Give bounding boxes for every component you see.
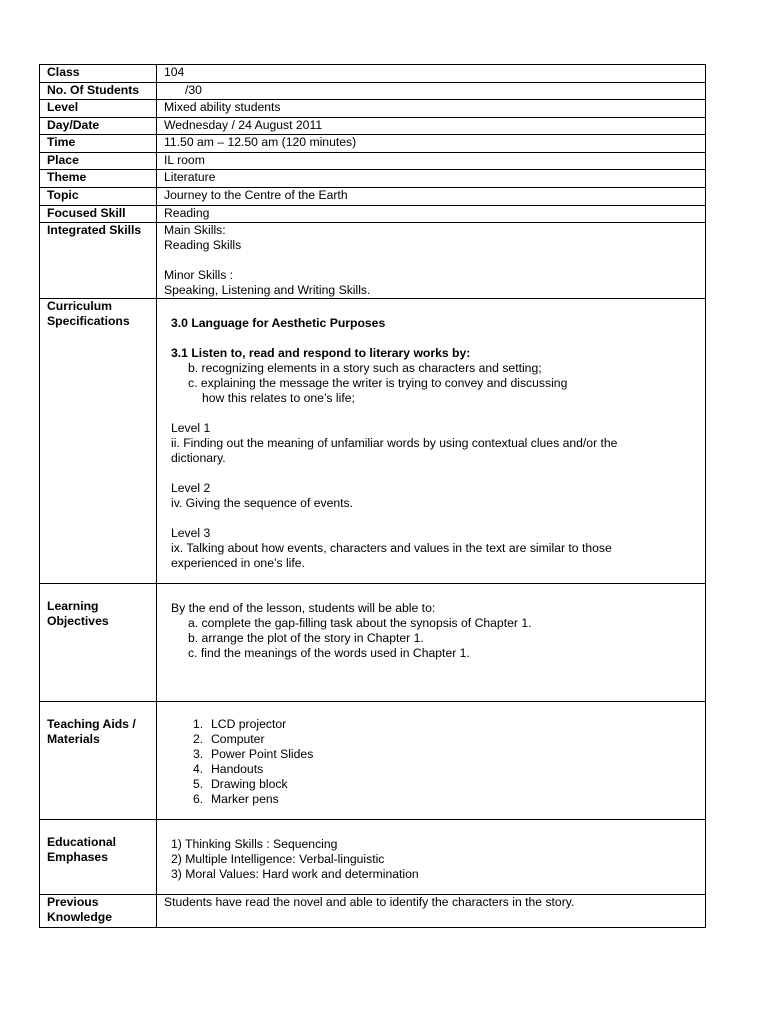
row-value-students [157, 83, 706, 100]
curriculum-item-c: c. explaining the message the writer is trying to convey and discussing [188, 376, 568, 390]
objective-item: a. complete the gap-filling task about the synopsis of Chapter 1. [188, 616, 532, 630]
row-label-time: Time [40, 135, 157, 153]
row-label-class: Class [40, 65, 157, 83]
list-item [171, 747, 705, 762]
table-row [40, 188, 706, 206]
level2-line1: iv. Giving the sequence of events. [171, 496, 354, 510]
row-value-time: 11.50 am – 12.50 am (120 minutes) [157, 135, 706, 153]
emphases-label-line2: Emphases [47, 850, 108, 864]
list-item [171, 732, 705, 747]
list-item [171, 717, 705, 732]
curriculum-label-line2: Specifications [47, 314, 130, 328]
table-row [40, 223, 706, 299]
row-label-curriculum [40, 299, 157, 584]
aid-label: Marker pens [211, 792, 279, 806]
row-value-curriculum [157, 299, 706, 584]
level1-line2: dictionary. [171, 451, 226, 465]
previous-label-line2: Knowledge [47, 910, 113, 924]
list-number: 2. [193, 732, 204, 746]
level3-line1: ix. Talking about how events, characters and values in the text are similar to those [171, 541, 612, 555]
students-count: /30 [185, 83, 202, 97]
table-row [40, 206, 706, 223]
minor-skills-heading: Minor Skills : [164, 268, 234, 282]
main-skills-value: Reading Skills [164, 238, 242, 252]
row-value-topic: Journey to the Centre of the Earth [157, 188, 706, 206]
curriculum-label-line1: Curriculum [47, 299, 113, 313]
table-row [40, 83, 706, 100]
aid-label: Drawing block [211, 777, 288, 791]
row-value-emphases [157, 820, 706, 895]
objectives-label-line2: Objectives [47, 614, 109, 628]
curriculum-item-b: b. recognizing elements in a story such as characters and setting; [188, 361, 542, 375]
table-row [40, 299, 706, 584]
row-label-daydate: Day/Date [40, 118, 157, 135]
row-label-previous [40, 895, 157, 928]
row-label-aids [40, 702, 157, 820]
list-number: 5. [193, 777, 204, 791]
aid-label: Handouts [211, 762, 264, 776]
list-number: 6. [193, 792, 204, 806]
row-value-aids [157, 702, 706, 820]
row-value-focused-skill: Reading [157, 206, 706, 223]
level2-title: Level 2 [171, 481, 211, 495]
row-label-integrated-skills: Integrated Skills [40, 223, 157, 299]
minor-skills-value: Speaking, Listening and Writing Skills. [164, 283, 371, 297]
objectives-intro: By the end of the lesson, students will be able to: [171, 601, 436, 615]
row-value-theme: Literature [157, 170, 706, 188]
main-skills-heading: Main Skills: [164, 223, 226, 237]
level3-title: Level 3 [171, 526, 211, 540]
row-value-daydate: Wednesday / 24 August 2011 [157, 118, 706, 135]
objective-item: c. find the meanings of the words used in Chapter 1. [188, 646, 470, 660]
row-label-place: Place [40, 153, 157, 170]
aid-label: LCD projector [211, 717, 287, 731]
list-item [171, 792, 705, 807]
row-value-objectives [157, 584, 706, 702]
aids-label-line1: Teaching Aids / [47, 717, 136, 731]
list-number: 3. [193, 747, 204, 761]
level1-title: Level 1 [171, 421, 211, 435]
row-label-topic: Topic [40, 188, 157, 206]
curriculum-heading: 3.0 Language for Aesthetic Purposes [171, 316, 386, 330]
objectives-label-line1: Learning [47, 599, 99, 613]
table-row [40, 135, 706, 153]
emphasis-item: 3) Moral Values: Hard work and determination [171, 867, 419, 881]
table-row [40, 118, 706, 135]
table-row [40, 895, 706, 928]
table-row [40, 65, 706, 83]
level1-line1: ii. Finding out the meaning of unfamiliar words by using contextual clues and/or the [171, 436, 618, 450]
list-item [171, 762, 705, 777]
row-label-focused-skill: Focused Skill [40, 206, 157, 223]
level3-line2: experienced in one’s life. [171, 556, 305, 570]
table-row [40, 584, 706, 702]
row-label-theme: Theme [40, 170, 157, 188]
aid-label: Computer [211, 732, 265, 746]
curriculum-subheading: 3.1 Listen to, read and respond to literary works by: [171, 346, 471, 360]
row-label-objectives [40, 584, 157, 702]
emphases-label-line1: Educational [47, 835, 117, 849]
row-value-integrated-skills [157, 223, 706, 299]
curriculum-item-c-cont: how this relates to one’s life; [202, 391, 355, 405]
row-value-previous: Students have read the novel and able to identify the characters in the story. [157, 895, 706, 928]
table-row [40, 100, 706, 118]
table-row [40, 820, 706, 895]
aids-list [164, 717, 705, 807]
row-value-place: IL room [157, 153, 706, 170]
aids-label-line2: Materials [47, 732, 100, 746]
row-label-students: No. Of Students [40, 83, 157, 100]
table-row [40, 170, 706, 188]
row-label-emphases [40, 820, 157, 895]
list-item [171, 777, 705, 792]
objective-item: b. arrange the plot of the story in Chapter 1. [188, 631, 424, 645]
table-row [40, 702, 706, 820]
row-value-level: Mixed ability students [157, 100, 706, 118]
emphasis-item: 1) Thinking Skills : Sequencing [171, 837, 338, 851]
emphasis-item: 2) Multiple Intelligence: Verbal-linguistic [171, 852, 385, 866]
aid-label: Power Point Slides [211, 747, 314, 761]
list-number: 1. [193, 717, 204, 731]
table-row [40, 153, 706, 170]
list-number: 4. [193, 762, 204, 776]
row-value-class: 104 [157, 65, 706, 83]
row-label-level: Level [40, 100, 157, 118]
previous-label-line1: Previous [47, 895, 99, 909]
lesson-plan-table [39, 64, 706, 928]
